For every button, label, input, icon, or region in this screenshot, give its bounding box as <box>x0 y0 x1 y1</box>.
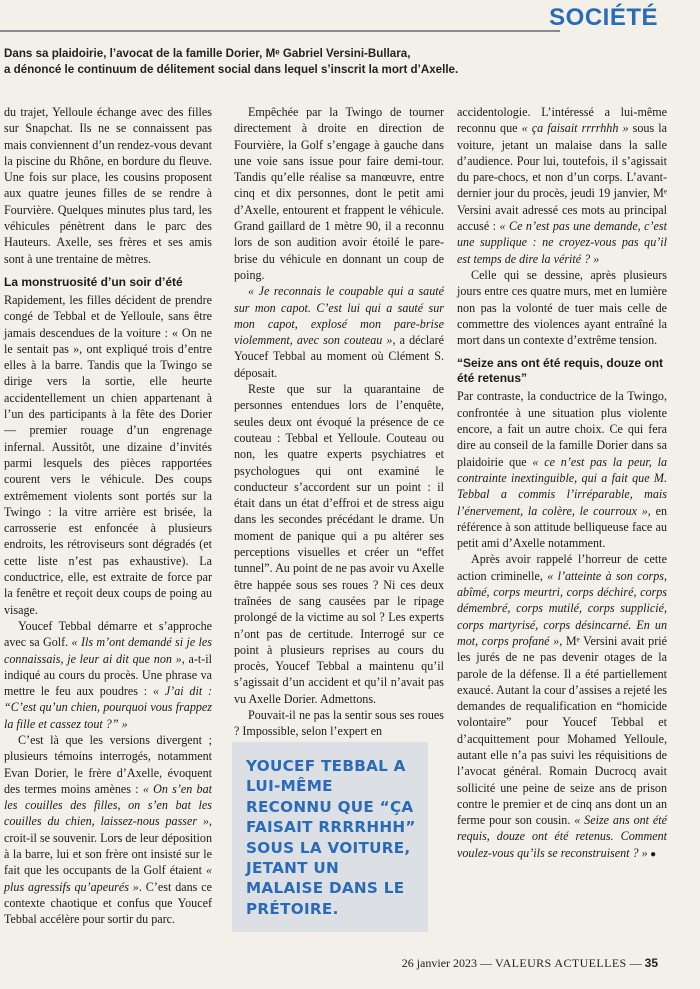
paragraph: Pouvait-il ne pas la sentir sous ses roues ? Impossible, selon l’expert en <box>234 707 444 739</box>
rubric-rule <box>0 30 560 32</box>
quote: « Je reconnais le coupable qui a sauté sur mon capot. C’est lui qui a sauté sur mon capot, explosé mon pare-brise violemment, avec son couteau » <box>234 284 444 348</box>
article-column-2 <box>234 104 444 740</box>
footer-date: 26 janvier 2023 <box>401 956 478 970</box>
paragraph: Après avoir rappelé l’horreur de cette action criminelle, « l’atteinte à son corps, abîmé, corps meurtri, corps déchiré, corps démembré, corps mutilé, corps supplicié, corps martyrisé, corps désincarné. En un mot, corps profané », Mᵉ Versini avait prié les jurés de ne pas devenir otages de la parole de la défense. Il a été partiellement exaucé. Autant la cour d’assises a rejeté les demandes de requalification en “homicide volontaire” pour Youcef Tebbal et d’acquittement pour Mohamed Yelloule, autant elle n’a pas suivi les réquisitions de l’avocat général. Romain Ducrocq avait sollicité une peine de seize ans de prison contre le premier et de cinq ans dont un an ferme pour son cousin. « Seize ans ont été requis, douze ont été retenus. Comment voulez-vous qu’ils se reconstruisent ? » ● <box>457 552 668 860</box>
standfirst-line-1: Dans sa plaidoirie, l’avocat de la famille Dorier, Mᵉ Gabriel Versini-Bullara, <box>4 47 411 60</box>
subheading: La monstruosité d’un soir d’été <box>4 274 183 289</box>
subheading: “Seize ans ont été requis, douze ont été retenus” <box>457 356 664 386</box>
paragraph: C’est là que les versions divergent ; plusieurs témoins interrogés, notamment Evan Dorier, le frère d’Axelle, évoquent des termes moins amènes : « On s’en bat les couilles des filles, on s’en bat les couilles du chien, laissez-nous passer », croit-il se souvenir. Lors de leur déposition à la barre, lui et son frère ont insisté sur le fait que les occupants de la Golf étaient « plus agressifs qu’apeurés ». C’est dans ce contexte chaotique et confus que Youcef Tebbal accélère pour sortir du parc. <box>4 732 212 927</box>
paragraph: « Je reconnais le coupable qui a sauté sur mon capot. C’est lui qui a sauté sur mon capot, explosé mon pare-brise violemment, avec son couteau », a déclaré Youcef Tebbal au moment où Clément S. déposait. <box>234 284 444 380</box>
standfirst-line-2: a dénoncé le continuum de délitement social dans lequel s’inscrit la mort d’Axelle. <box>4 63 459 76</box>
paragraph: Reste que sur la quarantaine de personnes entendues lors de l’enquête, seules deux ont évoqué la présence de ce couteau : Tebbal et Yelloule. Couteau ou non, les quatre experts psychiatres et psychologues qui ont examiné le conducteur s’accordent sur un point : il était dans un état d’effroi et de stress aigu dans les secondes précédant le drame. Un moment de panique qui a pu altérer ses perceptions visuelles et créer un “effet tunnel”. Au point de ne pas avoir vu Axelle être happée sous ses roues ? Ni ces deux traînées de sang causées par le ripage prolongé de la victime au sol ? Les experts n’ont pas de certitude. Interrogé sur ce point à plusieurs reprises au cours du procès, Youcef Tebbal a maintenu qu’il s’agissait d’un accident et qu’il n’avait pas vu Axelle Dorier. Admettons. <box>234 382 444 706</box>
paragraph: Celle qui se dessine, après plusieurs jours entre ces quatre murs, met en lumière non pas la volonté de tuer mais celle de commettre des violences ayant entraîné la mort dans un contexte d’extrême tension. <box>457 267 667 348</box>
paragraph: Youcef Tebbal démarre et s’approche avec sa Golf. « Ils m’ont demandé si je les connaissais, je leur ai dit que non », a-t-il indiqué au cours du procès. Une phrase va mettre le feu aux poudres : « J’ai dit : “C’est qu’un chien, pourquoi vous frappez la fille et cassez tout ?” » <box>4 618 213 731</box>
quote: « Ils m’ont demandé si je les connaissais, je leur ai dit que non » <box>4 635 212 666</box>
page-footer: 26 janvier 2023 — VALEURS ACTUELLES — 35 <box>401 956 658 970</box>
paragraph: du trajet, Yelloule échange avec des filles sur Snapchat. Ils ne se connaissent pas mais conviennent d’un rendez-vous devant la piscine du Rhône, en bordure du fleuve. Une fois sur place, les cousins proposent aux quatre jeunes filles de se rendre à Fourvière. Quelques minutes plus tard, les véhicules pénètrent dans le parc des Hauteurs. Axelle, ses frères et ses amis sont à une trentaine de mètres. <box>4 105 212 266</box>
pull-quote <box>232 742 428 932</box>
quote: « Ce n’est pas une demande, c’est une supplique : ne croyez-vous pas qu’il est temps de dire la vérité ? » <box>457 219 667 266</box>
quote: « Seize ans ont été requis, douze ont été retenus. Comment voulez-vous qu’ils se reconstruisent ? » <box>457 813 668 860</box>
quote: « plus agressifs qu’apeurés » <box>4 863 212 894</box>
standfirst <box>4 46 644 78</box>
quote: « J’ai dit : “C’est qu’un chien, pourquoi vous frappez la fille et cassez tout ?” » <box>4 684 213 731</box>
page-number: 35 <box>644 956 658 970</box>
paragraph: accidentologie. L’intéressé a lui-même reconnu que « ça faisait rrrrhhh » sous la voiture, jetant un malaise dans la salle d’audience. Pour lui, toutefois, il s’agissait du pare-chocs, et non d’un corps. L’avant-dernier jour du procès, jeudi 19 janvier, Mᵉ Versini avait adressé ces mots au principal accusé : « Ce n’est pas une demande, c’est une supplique : ne croyez-vous pas qu’il est temps de dire la vérité ? » <box>457 105 667 266</box>
paragraph: Empêchée par la Twingo de tourner directement à droite en direction de Fourvière, la Golf s’engage à gauche dans une voie sans issue pour faire demi-tour. Tandis qu’elle réalise sa manœuvre, entre cinq et dix personnes, dont le petit ami d’Axelle, entourent et frappent le véhicule. Grand gaillard de 1 mètre 90, il a reconnu lors de son audition avoir étoilé le pare-brise du véhicule en donnant un coup de poing. <box>234 105 444 282</box>
end-mark: ● <box>647 848 657 860</box>
paragraph: Par contraste, la conductrice de la Twingo, confrontée à une situation plus violente encore, a fait un autre choix. Ce qui fera dire au conseil de la famille Dorier dans sa plaidoirie que « ce n’est pas la peur, la contrainte inextinguible, qui a fait que M. Tebbal a commis l’irréparable, mais l’énervement, la colère, le courroux », en référence à son attitude belliqueuse face au petit ami d’Axelle notamment. <box>457 389 667 551</box>
footer-publication: VALEURS ACTUELLES <box>495 956 627 970</box>
quote: « ça faisait rrrrhhh » <box>521 121 629 136</box>
quote: « ce n’est pas la peur, la contrainte inextinguible, qui a fait que M. Tebbal a commis l’irréparable, mais l’énervement, la colère, le courroux » <box>457 454 667 518</box>
article-column-3 <box>457 104 667 863</box>
quote: « l’atteinte à son corps, abîmé, corps meurtri, corps déchiré, corps démembré, corps mutilé, corps supplicié, corps martyrisé, corps désincarné. En un mot, corps profané » <box>457 568 667 648</box>
section-rubric: SOCIÉTÉ <box>549 4 658 31</box>
article-column-1 <box>4 104 212 928</box>
pull-quote-text: YOUCEF TEBBAL A LUI-MÊME RECONNU QUE “ÇA FAISAIT RRRRHHH” SOUS LA VOITURE, JETANT UN MALAISE DANS LE PRÉTOIRE. <box>246 757 416 918</box>
quote: « On s’en bat les couilles des filles, on s’en bat les couilles du chien, laissez-nous passer » <box>4 781 212 829</box>
paragraph: Rapidement, les filles décident de prendre congé de Tebbal et de Yelloule, sans être jamais descendues de la voiture : « On ne le sentait pas », ont expliqué trois d’entre elles à la barre. Tandis que la Twingo se dirige vers la sortie, elle heurte accidentellement un chien appartenant à l’un des participants à la fête des Dorier — premier rouage d’un engrenage infernal. Aussitôt, une dizaine d’invités parmi lesquels des pièces rapportées courent vers le véhicule. Des coups extrêmement violents sont portés sur la Twingo : la vitre arrière est brisée, la carrosserie est enfoncée à plusieurs endroits, les rétroviseurs sont dégradés (et cette liste n’est pas exhaustive). La conductrice, elle, est extraite de force par la fenêtre et reçoit deux coups de poing au visage. <box>4 292 212 617</box>
